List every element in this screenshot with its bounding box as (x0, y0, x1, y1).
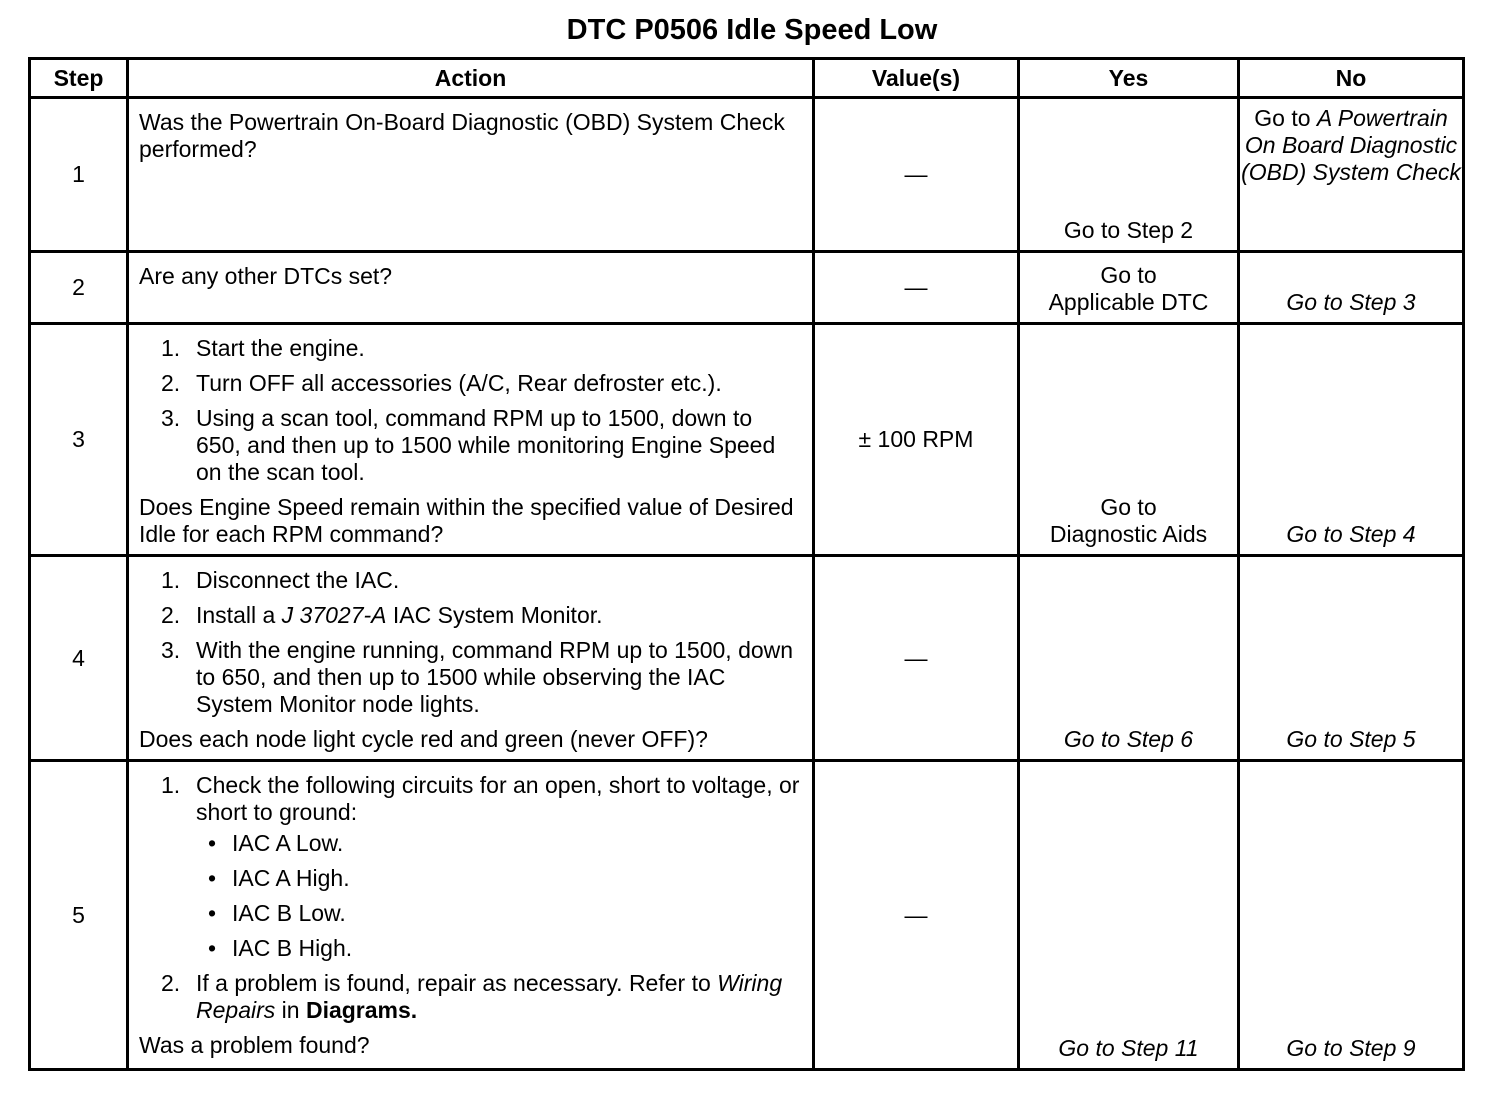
yes-cell: Go to Step 6 (1019, 556, 1239, 761)
procedure-list (139, 772, 802, 1024)
action-cell (128, 98, 814, 252)
yes-cell: Go to Step 11 (1019, 761, 1239, 1070)
list-item: 1. Start the engine. (161, 335, 365, 361)
question-text: Does each node light cycle red and green (never OFF)? (139, 726, 708, 752)
bullet-item: • IAC A High. (208, 865, 350, 891)
table-row-step-4 (30, 556, 1464, 761)
step-number: 1 (30, 98, 128, 252)
header-step: Step (30, 59, 128, 98)
list-item: 2. If a problem is found, repair as necessary. Refer to Wiring Repairs in Diagrams. (161, 970, 783, 1023)
step-number: 2 (30, 252, 128, 324)
procedure-list (139, 335, 802, 486)
header-action: Action (128, 59, 814, 98)
step-number: 5 (30, 761, 128, 1070)
page-title: DTC P0506 Idle Speed Low (566, 14, 938, 46)
question-text: Was a problem found? (139, 1032, 370, 1058)
diagnostic-table (28, 57, 1465, 1071)
list-item: 3. With the engine running, command RPM up to 1500, down to 650, and then up to 1500 while observing the IAC System Monitor node lights. (161, 637, 794, 717)
tool-number: J 37027-A (281, 602, 387, 628)
yes-line-2: Diagnostic Aids (1049, 521, 1208, 547)
value-cell: ± 100 RPM (814, 324, 1019, 556)
list-item: 1. Disconnect the IAC. (161, 567, 400, 593)
action-cell (128, 324, 814, 556)
table-row-step-5 (30, 761, 1464, 1070)
value-cell: — (814, 556, 1019, 761)
reference-title: Wiring Repairs (196, 970, 783, 1023)
action-cell (128, 252, 814, 324)
step-number: 4 (30, 556, 128, 761)
step-number: 3 (30, 324, 128, 556)
table-row-step-1 (30, 98, 1464, 252)
bullet-item: • IAC A Low. (208, 830, 344, 856)
no-cell (1239, 98, 1464, 252)
table-row-step-2 (30, 252, 1464, 324)
yes-cell: Go to Step 2 (1019, 98, 1239, 252)
list-item: 1. Check the following circuits for an open, short to voltage, or short to ground: • IAC A Low. • IAC A High. • IAC B Low. • IAC B High. (139, 772, 802, 962)
action-cell (128, 761, 814, 1070)
value-cell: — (814, 252, 1019, 324)
value-cell: — (814, 98, 1019, 252)
value-cell: — (814, 761, 1019, 1070)
no-cell: Go to Step 4 (1239, 324, 1464, 556)
no-cell: Go to Step 5 (1239, 556, 1464, 761)
list-item: 2. Turn OFF all accessories (A/C, Rear defroster etc.). (161, 370, 722, 396)
no-cell: Go to Step 9 (1239, 761, 1464, 1070)
yes-cell (1019, 252, 1239, 324)
header-no: No (1239, 59, 1464, 98)
table-row-step-3 (30, 324, 1464, 556)
yes-line-2: Applicable DTC (1048, 289, 1209, 315)
procedure-list (139, 567, 802, 718)
list-item: 2. Install a J 37027-A IAC System Monitor. (161, 602, 603, 628)
no-link-text: A Powertrain On Board Diagnostic (OBD) System Check (1241, 105, 1461, 185)
no-prefix: Go to (1254, 105, 1317, 131)
action-text: Are any other DTCs set? (139, 263, 393, 289)
yes-line-1: Go to (1100, 494, 1157, 520)
no-cell: Go to Step 3 (1239, 252, 1464, 324)
question-text: Does Engine Speed remain within the specified value of Desired Idle for each RPM command? (139, 494, 794, 547)
table-header-row (30, 59, 1464, 98)
bullet-item: • IAC B High. (208, 935, 353, 961)
action-cell (128, 556, 814, 761)
bullet-item: • IAC B Low. (208, 900, 346, 926)
action-text: Was the Powertrain On-Board Diagnostic (OBD) System Check performed? (139, 109, 785, 162)
header-values: Value(s) (814, 59, 1019, 98)
list-item: 3. Using a scan tool, command RPM up to 1500, down to 650, and then up to 1500 while monitoring Engine Speed on the scan tool. (161, 405, 776, 485)
header-yes: Yes (1019, 59, 1239, 98)
circuit-list (196, 830, 802, 962)
yes-cell (1019, 324, 1239, 556)
yes-line-1: Go to (1100, 262, 1157, 288)
reference-section: Diagrams. (305, 997, 418, 1023)
